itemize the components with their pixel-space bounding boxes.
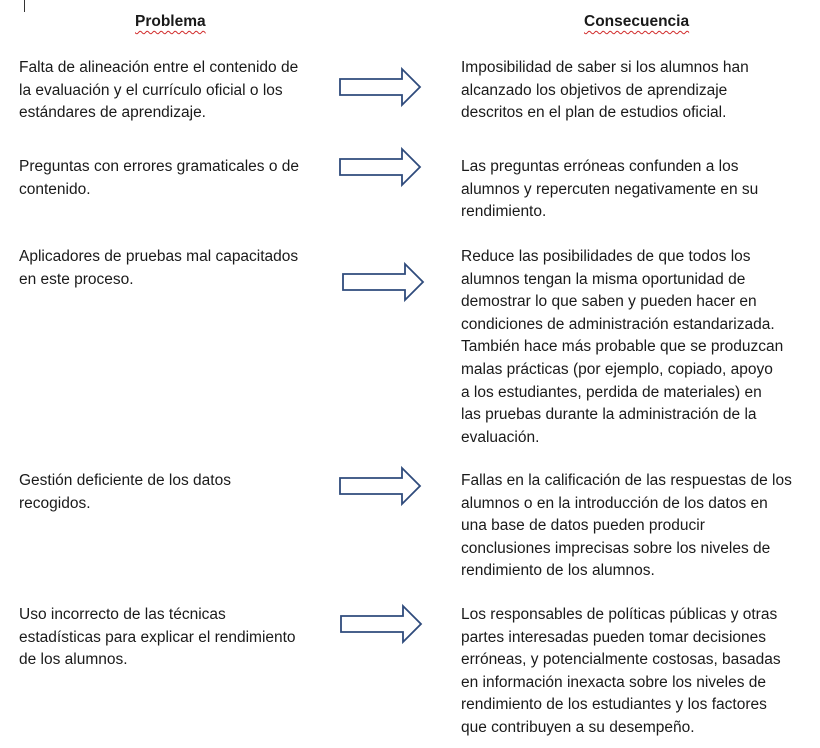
problem-row-5: [19, 604, 296, 672]
header-problema: Problema: [135, 13, 206, 30]
problem-row-3: [19, 246, 298, 291]
consequence-line: Reduce las posibilidades de que todos los: [461, 248, 751, 265]
header-consecuencia: Consecuencia: [584, 13, 690, 30]
consequence-row-3: [461, 246, 783, 449]
consequence-line: alumnos y repercuten negativamente en su: [461, 180, 759, 198]
problem-line: recogidos.: [19, 494, 91, 512]
consequence-line: evaluación.: [461, 428, 540, 446]
consequence-line: descritos en el plan de estudios oficial.: [461, 104, 727, 122]
consequence-row-1: [461, 57, 749, 125]
consequence-line: Las preguntas erróneas confunden a los: [461, 158, 739, 175]
consequence-line: rendimiento.: [461, 203, 547, 221]
problem-row-2: [19, 156, 299, 201]
problem-line: la evaluación y el currículo oficial o los: [19, 81, 283, 99]
problem-line: Gestión deficiente de los datos: [19, 472, 231, 489]
consequence-line: Los responsables de políticas públicas y otras: [461, 606, 778, 623]
consequence-line: las pruebas durante la administración de la: [461, 406, 757, 424]
arrow-icon: [338, 66, 424, 110]
consequence-line: malas prácticas (por ejemplo, copiado, apoyo: [461, 360, 773, 378]
consequence-line: a los estudiantes, perdida de materiales) en: [461, 383, 762, 401]
consequence-row-4: [461, 470, 792, 583]
problem-line: Falta de alineación entre el contenido de: [19, 59, 299, 76]
consequence-row-5: [461, 604, 781, 740]
problem-row-4: [19, 470, 231, 515]
consequence-line: una base de datos pueden producir: [461, 517, 705, 535]
consequence-line: erróneas, y potencialmente costosas, basadas: [461, 651, 781, 669]
consequence-line: que contribuyen a su desempeño.: [461, 718, 695, 736]
consequence-line: Fallas en la calificación de las respuestas de los: [461, 472, 792, 489]
problem-line: Uso incorrecto de las técnicas: [19, 606, 226, 623]
consequence-line: condiciones de administración estandarizada.: [461, 315, 775, 333]
consequence-line: rendimiento de los estudiantes y los factores: [461, 696, 767, 714]
problem-line: en este proceso.: [19, 270, 134, 288]
consequence-line: También hace más probable que se produzcan: [461, 338, 784, 356]
problem-line: Preguntas con errores gramaticales o de: [19, 158, 300, 175]
problem-line: estándares de aprendizaje.: [19, 104, 206, 122]
problem-line: de los alumnos.: [19, 651, 128, 669]
consequence-line: partes interesadas pueden tomar decisiones: [461, 628, 767, 646]
consequence-line: alcanzado los objetivos de aprendizaje: [461, 81, 728, 99]
consequence-line: conclusiones imprecisas sobre los niveles de: [461, 539, 771, 557]
problem-line: Aplicadores de pruebas mal capacitados: [19, 248, 299, 265]
arrow-icon: [341, 261, 427, 305]
arrow-icon: [339, 603, 425, 647]
problem-line: estadísticas para explicar el rendimiento: [19, 628, 296, 646]
arrow-icon: [338, 146, 424, 190]
consequence-line: demostrar lo que saben y pueden hacer en: [461, 293, 757, 311]
consequence-line: Imposibilidad de saber si los alumnos han: [461, 59, 749, 76]
consequence-row-2: [461, 156, 758, 224]
arrow-icon: [338, 465, 424, 509]
problem-line: contenido.: [19, 180, 91, 198]
consequence-line: alumnos tengan la misma oportunidad de: [461, 270, 746, 288]
consequence-line: en información inexacta sobre los niveles de: [461, 673, 767, 691]
consequence-line: alumnos o en la introducción de los datos en: [461, 494, 768, 512]
problem-row-1: [19, 57, 298, 125]
text-cursor: [24, 0, 25, 12]
consequence-line: rendimiento de los alumnos.: [461, 562, 655, 580]
